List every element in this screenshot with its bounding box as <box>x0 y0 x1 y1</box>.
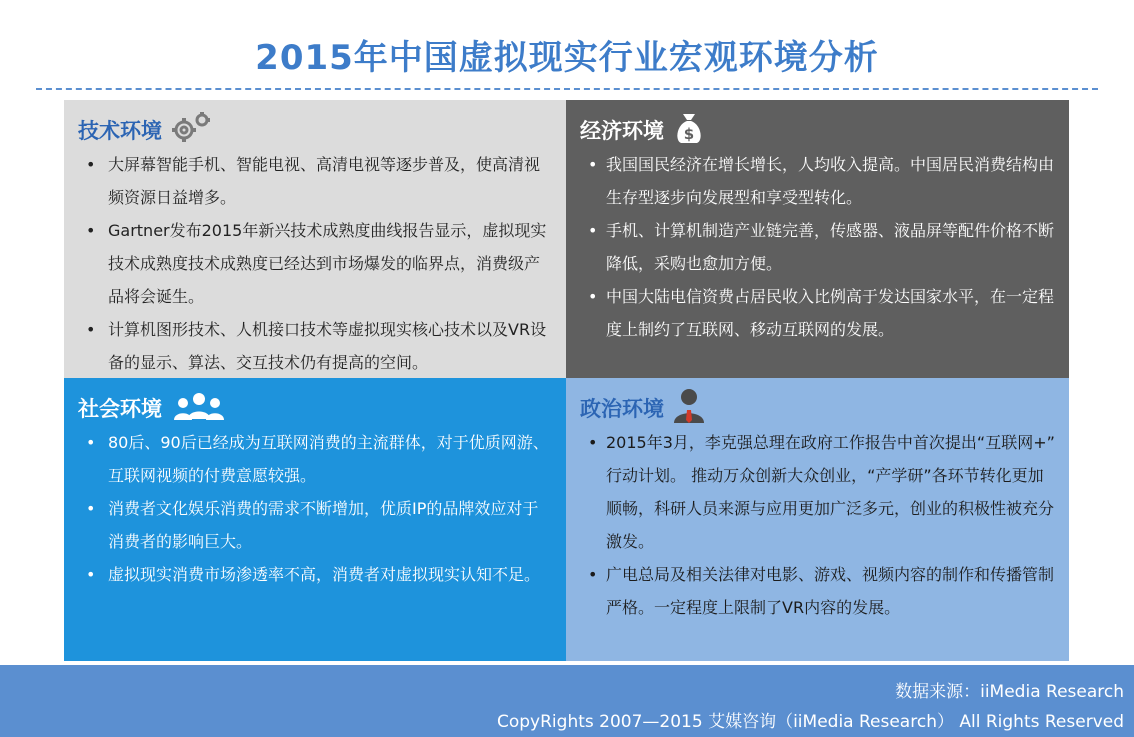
quadrant-header <box>78 114 554 146</box>
quadrant-technology <box>64 100 566 378</box>
gears-icon <box>170 112 214 148</box>
list-item: • 大屏幕智能手机、智能电视、高清电视等逐步普及，使高清视频资源日益增多。 <box>78 148 554 214</box>
title-divider <box>36 88 1098 90</box>
list-item: • 2015年3月，李克强总理在政府工作报告中首次提出“互联网+” 行动计划。 推动万众创新大众创业，“产学研”各环节转化更加顺畅，科研人员来源与应用更加广泛多元，创业的积极性被充分激发。 <box>580 426 1057 558</box>
list-item: • 虚拟现实消费市场渗透率不高，消费者对虚拟现实认知不足。 <box>78 558 554 591</box>
society-list <box>78 426 554 591</box>
list-item: • 广电总局及相关法律对电影、游戏、视频内容的制作和传播管制严格。一定程度上限制了VR内容的发展。 <box>580 558 1057 624</box>
money-bag-icon <box>672 111 706 149</box>
quadrant-header <box>78 392 554 424</box>
list-item: • 手机、计算机制造产业链完善，传感器、液晶屏等配件价格不断降低，采购也愈加方便。 <box>580 214 1057 280</box>
people-group-icon <box>170 391 228 425</box>
svg-text:$: $ <box>683 125 695 143</box>
quadrant-society <box>64 378 566 661</box>
politics-list <box>580 426 1057 624</box>
quadrant-header <box>580 392 1057 424</box>
copyright: CopyRights 2007—2015 艾媒咨询（iiMedia Research） All Rights Reserved <box>497 712 1124 732</box>
quadrant-title: 政治环境 <box>580 397 664 421</box>
footer <box>0 665 1134 737</box>
economy-list <box>580 148 1057 346</box>
quadrant-title: 技术环境 <box>78 119 162 143</box>
quadrant-title: 经济环境 <box>580 119 664 143</box>
technology-list <box>78 148 554 379</box>
official-person-icon <box>672 388 706 428</box>
quadrant-header <box>580 114 1057 146</box>
quadrant-title: 社会环境 <box>78 397 162 421</box>
list-item: • 我国国民经济在增长增长，人均收入提高。中国居民消费结构由生存型逐步向发展型和享受型转化。 <box>580 148 1057 214</box>
quadrant-politics <box>566 378 1069 661</box>
page-title: 2015年中国虚拟现实行业宏观环境分析 <box>255 38 879 78</box>
list-item: • 计算机图形技术、人机接口技术等虚拟现实核心技术以及VR设备的显示、算法、交互技术仍有提高的空间。 <box>78 313 554 379</box>
list-item: • 中国大陆电信资费占居民收入比例高于发达国家水平，在一定程度上制约了互联网、移动互联网的发展。 <box>580 280 1057 346</box>
quadrant-economy <box>566 100 1069 378</box>
list-item: • Gartner发布2015年新兴技术成熟度曲线报告显示，虚拟现实技术成熟度技术成熟度已经达到市场爆发的临界点，消费级产品将会诞生。 <box>78 214 554 313</box>
list-item: • 80后、90后已经成为互联网消费的主流群体，对于优质网游、互联网视频的付费意愿较强。 <box>78 426 554 492</box>
data-source: 数据来源：iiMedia Research <box>895 682 1124 702</box>
list-item: • 消费者文化娱乐消费的需求不断增加，优质IP的品牌效应对于消费者的影响巨大。 <box>78 492 554 558</box>
